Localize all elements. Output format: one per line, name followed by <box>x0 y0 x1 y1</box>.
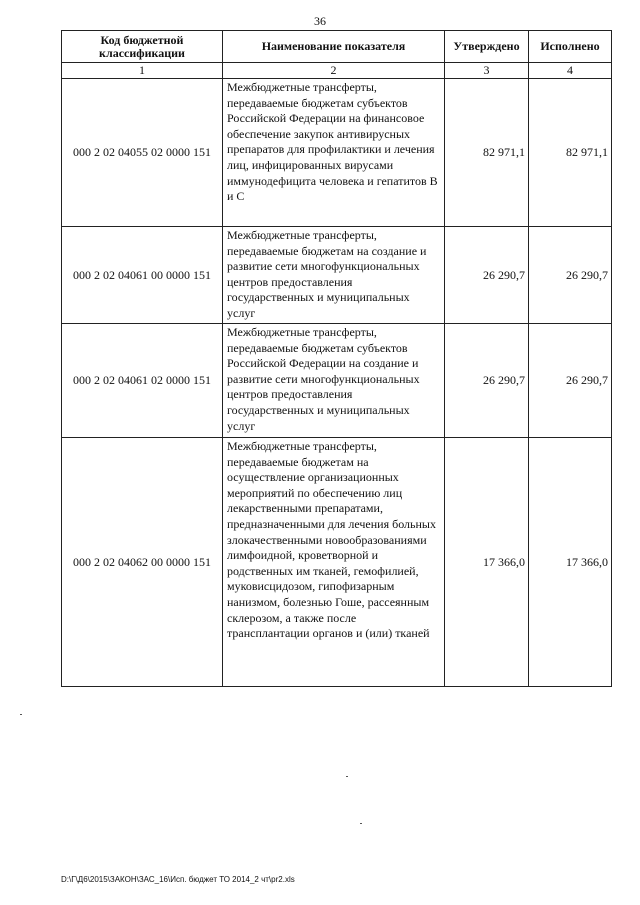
indicator-name: Межбюджетные трансферты, передаваемые бюджетам субъектов Российской Федерации на создание и развитие сети многофункциональных центров предоставления государственных и муниципальных услуг <box>223 324 445 438</box>
budget-code: 000 2 02 04062 00 0000 151 <box>62 438 223 687</box>
page-number: 36 <box>314 14 326 28</box>
column-number: 3 <box>445 63 529 79</box>
executed-value: 82 971,1 <box>529 79 612 227</box>
budget-code: 000 2 02 04061 02 0000 151 <box>62 324 223 438</box>
footer-file-path: D:\Г\Д6\2015\ЗАКОН\ЗАС_16\Исп. бюджет ТО 2014_2 чт\pr2.xls <box>61 875 295 884</box>
column-number: 4 <box>529 63 612 79</box>
budget-table <box>61 30 612 687</box>
approved-value: 17 366,0 <box>445 438 529 687</box>
header-code: Код бюджетной классификации <box>62 31 223 63</box>
indicator-name: Межбюджетные трансферты, передаваемые бюджетам на осуществление организационных мероприятий по обеспечению лиц лекарственными препаратами, предназначенными для лечения больных злокачественными новообразованиями лимфоидной, кроветворной и родственных им тканей, гемофилией, муковисцидозом, гипофизарным нанизмом, болезнью Гоше, рассеянным склерозом, а также после трансплантации органов и (или) тканей <box>223 438 445 687</box>
executed-value: 26 290,7 <box>529 227 612 324</box>
header-name: Наименование показателя <box>223 31 445 63</box>
scan-speck <box>360 823 362 824</box>
indicator-name: Межбюджетные трансферты, передаваемые бюджетам субъектов Российской Федерации на финансовое обеспечение закупок антивирусных препаратов для профилактики и лечения лиц, инфицированных вирусами иммунодефицита человека и гепатитов В и С <box>223 79 445 227</box>
approved-value: 26 290,7 <box>445 324 529 438</box>
table-row <box>62 79 612 227</box>
approved-value: 82 971,1 <box>445 79 529 227</box>
header-executed: Исполнено <box>529 31 612 63</box>
table-row <box>62 438 612 687</box>
scan-speck <box>346 776 348 777</box>
column-number: 2 <box>223 63 445 79</box>
header-approved: Утверждено <box>445 31 529 63</box>
executed-value: 17 366,0 <box>529 438 612 687</box>
column-number: 1 <box>62 63 223 79</box>
executed-value: 26 290,7 <box>529 324 612 438</box>
approved-value: 26 290,7 <box>445 227 529 324</box>
column-number-row <box>62 63 612 79</box>
budget-code: 000 2 02 04055 02 0000 151 <box>62 79 223 227</box>
table-row <box>62 324 612 438</box>
table-row <box>62 227 612 324</box>
scan-speck <box>20 714 22 715</box>
indicator-name: Межбюджетные трансферты, передаваемые бюджетам на создание и развитие сети многофункциональных центров предоставления государственных и муниципальных услуг <box>223 227 445 324</box>
table-header-row <box>62 31 612 63</box>
budget-code: 000 2 02 04061 00 0000 151 <box>62 227 223 324</box>
